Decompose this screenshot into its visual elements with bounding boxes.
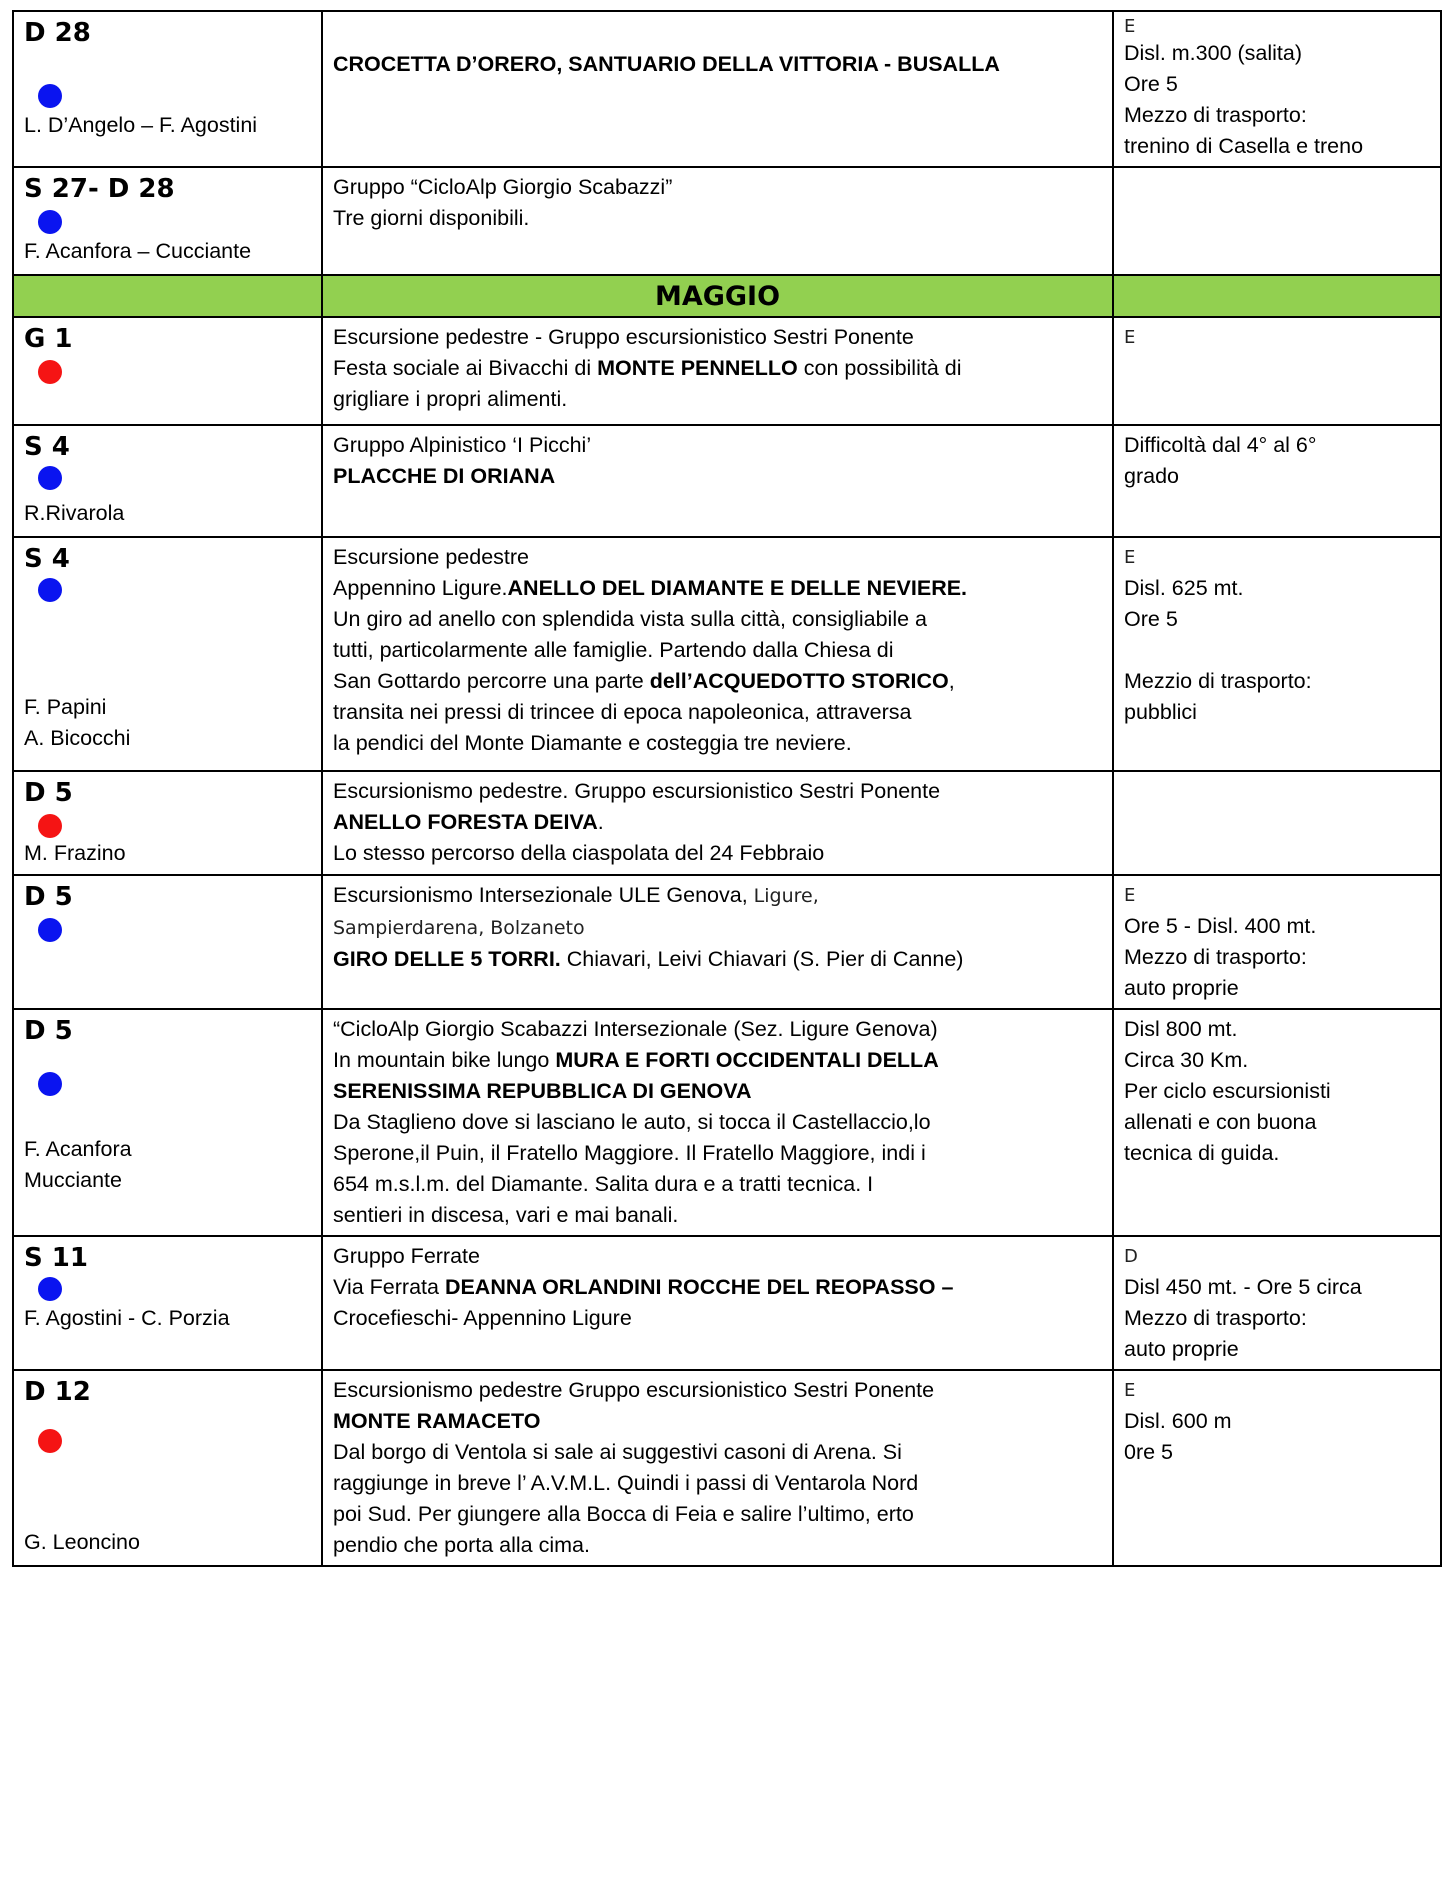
event-info — [1114, 1010, 1440, 1173]
event-date: S 4 — [24, 544, 70, 574]
event-description — [323, 1237, 1112, 1338]
table-row — [13, 317, 1441, 425]
event-info — [1114, 1237, 1440, 1369]
info-line: Disl. 600 m — [1124, 1409, 1232, 1433]
event-info — [1114, 538, 1440, 732]
desc-text: pendio che porta alla cima. — [333, 1533, 590, 1557]
desc-bold-text: ANELLO DEL DIAMANTE E DELLE NEVIERE. — [507, 576, 968, 600]
desc-text: Un giro ad anello con splendida vista sulla città, consigliabile a — [333, 607, 927, 631]
blue-dot-icon — [38, 1277, 62, 1301]
info-line: Disl. 625 mt. — [1124, 576, 1244, 600]
event-leader: L. D’Angelo – F. Agostini — [24, 113, 258, 137]
info-line: Mezzo di trasporto: — [1124, 945, 1307, 969]
desc-line — [333, 697, 1102, 728]
info-line: Ore 5 — [1124, 607, 1178, 631]
desc-line — [333, 1375, 1102, 1406]
desc-line — [333, 1045, 1102, 1076]
event-title: CROCETTA D’ORERO, SANTUARIO DELLA VITTORIA - BUSALLA — [333, 52, 1000, 76]
info-line: E — [1124, 547, 1136, 568]
info-line — [1124, 635, 1430, 666]
desc-bold-text: MONTE PENNELLO — [597, 356, 798, 380]
desc-text: Sampierdarena, Bolzaneto — [333, 917, 585, 939]
desc-line — [333, 604, 1102, 635]
desc-line — [333, 912, 1102, 944]
desc-text: raggiunge in breve l’ A.V.M.L. Quindi i passi di Ventarola Nord — [333, 1471, 919, 1495]
desc-text: Ligure, — [753, 885, 819, 907]
table-row — [13, 1236, 1441, 1370]
info-line: Ore 5 - Disl. 400 mt. — [1124, 914, 1317, 938]
desc-line — [333, 1241, 1102, 1272]
desc-text: Dal borgo di Ventola si sale ai suggestivi casoni di Arena. Si — [333, 1440, 902, 1464]
desc-text: . — [597, 810, 604, 834]
red-dot-icon — [38, 1429, 62, 1453]
desc-text: “CicloAlp Giorgio Scabazzi Intersezionale (Sez. Ligure Genova) — [333, 1017, 938, 1041]
desc-text: poi Sud. Per giungere alla Bocca di Feia e salire l’ultimo, erto — [333, 1502, 914, 1526]
desc-text: Escursionismo Intersezionale ULE Genova, — [333, 883, 754, 907]
desc-line — [333, 666, 1102, 697]
desc-line — [333, 1107, 1102, 1138]
event-leaders — [24, 1527, 140, 1558]
info-line: E — [1124, 327, 1136, 348]
desc-line — [333, 384, 1102, 415]
desc-text: Escursionismo pedestre Gruppo escursionistico Sestri Ponente — [333, 1378, 935, 1402]
desc-text: , — [948, 669, 955, 693]
event-leader: A. Bicocchi — [24, 726, 131, 750]
desc-text: sentieri in discesa, vari e mai banali. — [333, 1203, 679, 1227]
info-line: Mezzo di trasporto: — [1124, 1306, 1307, 1330]
event-date: D 5 — [24, 882, 73, 912]
desc-text: 654 m.s.l.m. del Diamante. Salita dura e a tratti tecnica. I — [333, 1172, 874, 1196]
desc-text: con possibilità di — [797, 356, 962, 380]
event-description — [323, 876, 1112, 979]
event-date: D 12 — [24, 1377, 91, 1407]
desc-text: Gruppo Alpinistico ‘I Picchi’ — [333, 433, 592, 457]
info-line: E — [1124, 1380, 1136, 1401]
info-line: Difficoltà dal 4° al 6° — [1124, 433, 1317, 457]
event-description — [323, 1010, 1112, 1235]
event-description — [323, 318, 1112, 419]
info-line: 0re 5 — [1124, 1440, 1174, 1464]
event-info — [1114, 12, 1440, 166]
blue-dot-icon — [38, 84, 62, 108]
blue-dot-icon — [38, 1072, 62, 1096]
event-leader: F. Papini — [24, 695, 107, 719]
info-line: Disl. m.300 (salita) — [1124, 41, 1303, 65]
event-date: G 1 — [24, 324, 73, 354]
desc-line: Tre giorni disponibili. — [333, 206, 530, 230]
info-line: tecnica di guida. — [1124, 1141, 1280, 1165]
desc-text: Gruppo Ferrate — [333, 1244, 480, 1268]
event-date: D 28 — [24, 18, 91, 48]
event-leaders — [24, 498, 124, 529]
table-row — [13, 771, 1441, 875]
desc-line — [333, 1169, 1102, 1200]
desc-bold-text: DEANNA ORLANDINI ROCCHE DEL REOPASSO – — [444, 1275, 954, 1299]
desc-line: Gruppo “CicloAlp Giorgio Scabazzi” — [333, 175, 673, 199]
info-line: grado — [1124, 464, 1179, 488]
desc-line — [333, 1138, 1102, 1169]
blue-dot-icon — [38, 578, 62, 602]
blue-dot-icon — [38, 918, 62, 942]
desc-line — [333, 542, 1102, 573]
event-leaders — [24, 1303, 230, 1334]
table-row — [13, 537, 1441, 771]
desc-line — [333, 1272, 1102, 1303]
desc-line — [333, 1200, 1102, 1231]
desc-line — [333, 1468, 1102, 1499]
desc-text: Escursione pedestre — [333, 545, 529, 569]
desc-line — [333, 635, 1102, 666]
info-line: E — [1124, 885, 1136, 906]
desc-text: Lo stesso percorso della ciaspolata del 24 Febbraio — [333, 841, 825, 865]
table-row — [13, 1370, 1441, 1566]
desc-line — [333, 807, 1102, 838]
desc-bold-text: dell’ACQUEDOTTO STORICO — [649, 669, 949, 693]
table-row — [13, 167, 1441, 275]
info-line: Circa 30 Km. — [1124, 1048, 1249, 1072]
desc-text: Escursionismo pedestre. Gruppo escursionistico Sestri Ponente — [333, 779, 941, 803]
event-leaders — [24, 838, 126, 869]
desc-text: Sperone,il Puin, il Fratello Maggiore. Il Fratello Maggiore, indi i — [333, 1141, 926, 1165]
table-row — [13, 11, 1441, 167]
event-info — [1114, 1371, 1440, 1472]
info-line: Mezzo di trasporto: — [1124, 103, 1307, 127]
desc-text: San Gottardo percorre una parte — [333, 669, 650, 693]
desc-line — [333, 1014, 1102, 1045]
desc-line — [333, 944, 1102, 975]
desc-line — [333, 1076, 1102, 1107]
info-line: E — [1124, 16, 1136, 37]
desc-line — [333, 353, 1102, 384]
event-info — [1114, 318, 1440, 357]
desc-text: Escursione pedestre - Gruppo escursionistico Sestri Ponente — [333, 325, 914, 349]
info-line: trenino di Casella e treno — [1124, 134, 1364, 158]
info-line: Mezzio di trasporto: — [1124, 669, 1312, 693]
desc-line — [333, 1499, 1102, 1530]
table-row — [13, 1009, 1441, 1236]
desc-line — [333, 728, 1102, 759]
red-dot-icon — [38, 360, 62, 384]
event-date: D 5 — [24, 778, 73, 808]
event-leader: F. Agostini - C. Porzia — [24, 1306, 230, 1330]
desc-line — [333, 461, 1102, 492]
desc-line — [333, 1303, 1102, 1334]
event-info — [1114, 772, 1440, 780]
desc-text: tutti, particolarmente alle famiglie. Partendo dalla Chiesa di — [333, 638, 894, 662]
event-leader: G. Leoncino — [24, 1530, 140, 1554]
desc-text: Festa sociale ai Bivacchi di — [333, 356, 598, 380]
blue-dot-icon — [38, 466, 62, 490]
event-leader: F. Acanfora – Cucciante — [24, 239, 252, 263]
month-header-row — [13, 275, 1441, 317]
desc-text: Chiavari, Leivi Chiavari (S. Pier di Canne) — [560, 947, 964, 971]
desc-bold-text: SERENISSIMA REPUBBLICA DI GENOVA — [333, 1079, 752, 1103]
desc-line — [333, 880, 1102, 912]
event-leader: M. Frazino — [24, 841, 126, 865]
desc-bold-text: MONTE RAMACETO — [333, 1409, 541, 1433]
event-leader: Mucciante — [24, 1168, 122, 1192]
desc-line — [333, 776, 1102, 807]
desc-text: Crocefieschi- Appennino Ligure — [333, 1306, 632, 1330]
info-line: pubblici — [1124, 700, 1197, 724]
desc-line — [333, 1530, 1102, 1561]
schedule-table — [12, 10, 1442, 1567]
info-line: Disl 450 mt. - Ore 5 circa — [1124, 1275, 1362, 1299]
blue-dot-icon — [38, 210, 62, 234]
info-line: auto proprie — [1124, 1337, 1239, 1361]
table-row — [13, 875, 1441, 1009]
event-date: S 11 — [24, 1243, 88, 1273]
event-description — [323, 426, 1112, 496]
desc-text: transita nei pressi di trincee di epoca napoleonica, attraversa — [333, 700, 912, 724]
event-description — [323, 1371, 1112, 1565]
info-line: Ore 5 — [1124, 72, 1178, 96]
red-dot-icon — [38, 814, 62, 838]
desc-text: In mountain bike lungo — [333, 1048, 556, 1072]
desc-text: grigliare i propri alimenti. — [333, 387, 568, 411]
desc-line — [333, 1406, 1102, 1437]
event-info — [1114, 876, 1440, 1008]
info-line: D — [1124, 1246, 1138, 1267]
desc-line — [333, 573, 1102, 604]
event-date: D 5 — [24, 1016, 73, 1046]
event-date: S 4 — [24, 432, 70, 462]
desc-bold-text: PLACCHE DI ORIANA — [333, 464, 556, 488]
event-leader: F. Acanfora — [24, 1137, 132, 1161]
desc-line — [333, 322, 1102, 353]
desc-line — [333, 838, 1102, 869]
desc-line — [333, 430, 1102, 461]
event-leaders — [24, 1134, 132, 1196]
desc-text: Da Staglieno dove si lasciano le auto, si tocca il Castellaccio,lo — [333, 1110, 931, 1134]
info-line: allenati e con buona — [1124, 1110, 1317, 1134]
desc-bold-text: GIRO DELLE 5 TORRI. — [333, 947, 561, 971]
info-line: Per ciclo escursionisti — [1124, 1079, 1331, 1103]
event-info — [1114, 426, 1440, 496]
desc-bold-text: MURA E FORTI OCCIDENTALI DELLA — [555, 1048, 939, 1072]
desc-line — [333, 1437, 1102, 1468]
info-line: Disl 800 mt. — [1124, 1017, 1238, 1041]
desc-bold-text: ANELLO FORESTA DEIVA — [333, 810, 598, 834]
event-leader: R.Rivarola — [24, 501, 125, 525]
event-date: S 27- D 28 — [24, 174, 175, 204]
desc-text: Appennino Ligure. — [333, 576, 508, 600]
desc-text: la pendici del Monte Diamante e costeggia tre neviere. — [333, 731, 852, 755]
event-description — [323, 772, 1112, 873]
month-title: MAGGIO — [654, 281, 781, 312]
info-line: auto proprie — [1124, 976, 1239, 1000]
event-description — [323, 538, 1112, 763]
desc-text: Via Ferrata — [333, 1275, 445, 1299]
table-row — [13, 425, 1441, 537]
event-leaders — [24, 692, 130, 754]
